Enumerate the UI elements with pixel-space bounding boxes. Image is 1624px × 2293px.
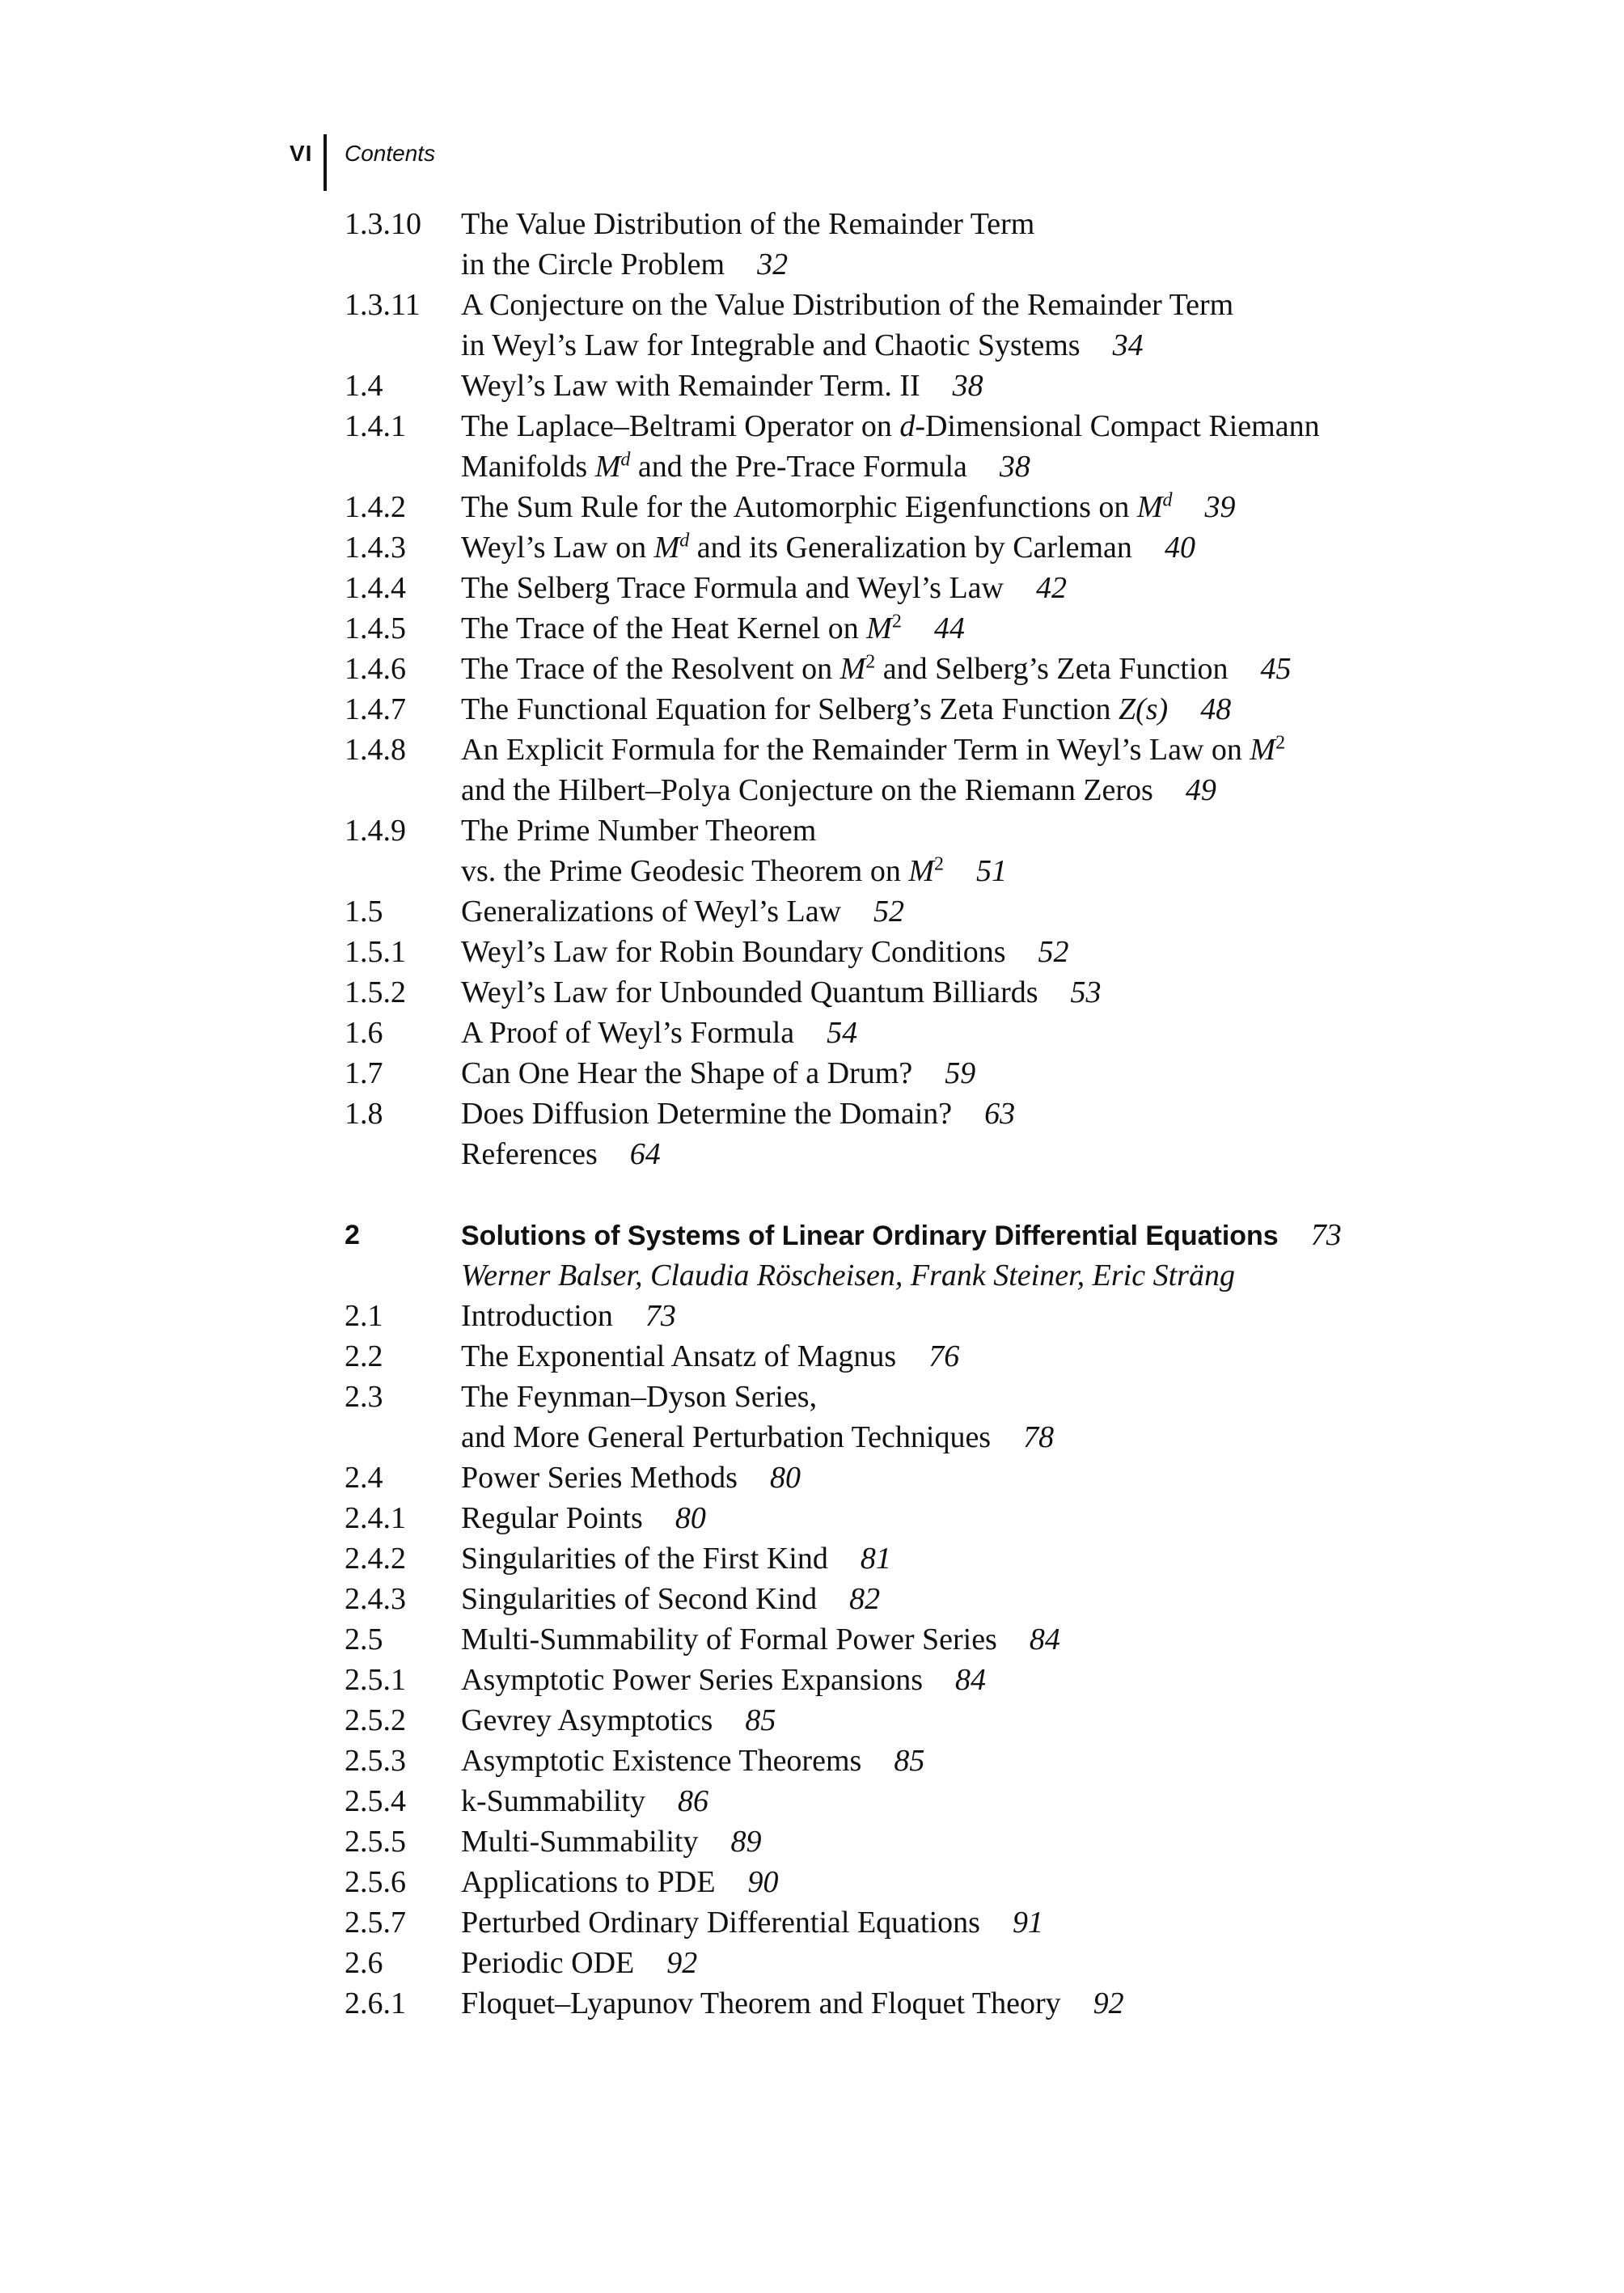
entry-page: 85: [745, 1703, 776, 1737]
chapter-entry[interactable]: [345, 1215, 1396, 1255]
entry-number: 1.4: [345, 369, 383, 403]
toc-entry[interactable]: [345, 285, 1396, 325]
entry-title: The Laplace–Beltrami Operator on d-Dimensional Compact Riemann: [461, 409, 1320, 443]
entry-number: 1.3.10: [345, 207, 421, 241]
entry-title: and the Hilbert–Polya Conjecture on the Riemann Zeros 49: [461, 773, 1216, 807]
entry-title: Asymptotic Existence Theorems 85: [461, 1744, 925, 1778]
entry-page: 64: [629, 1137, 661, 1171]
toc-entry[interactable]: [345, 1498, 1396, 1538]
table-of-contents: [345, 204, 1396, 2024]
entry-number: 2.5.4: [345, 1784, 406, 1818]
entry-title: Weyl’s Law on $M^d$ and its Generalization by Carleman 40: [461, 530, 1195, 565]
entry-title: k-Summability 86: [461, 1784, 708, 1818]
entry-title: References 64: [461, 1137, 661, 1171]
zeta-expression: Z(s): [1118, 692, 1169, 726]
entry-number: 1.5.2: [345, 975, 406, 1009]
entry-title: The Sum Rule for the Automorphic Eigenfunctions on $M^d$ 39: [461, 489, 1236, 524]
entry-page: 80: [769, 1461, 801, 1495]
entry-title: Generalizations of Weyl’s Law 52: [461, 895, 905, 929]
entry-page: 92: [1093, 1986, 1124, 2020]
entry-title: and More General Perturbation Techniques 78: [461, 1420, 1055, 1454]
toc-entry[interactable]: [345, 810, 1396, 851]
entry-title: Gevrey Asymptotics 85: [461, 1703, 776, 1737]
entry-page: 90: [747, 1865, 779, 1899]
header-rule: [324, 134, 327, 191]
entry-title: Singularities of Second Kind 82: [461, 1582, 881, 1616]
entry-title: Power Series Methods 80: [461, 1461, 801, 1495]
toc-entry[interactable]: [345, 972, 1396, 1013]
entry-page: 54: [827, 1016, 858, 1050]
manifold-symbol: M: [866, 611, 892, 645]
toc-entry[interactable]: [345, 1013, 1396, 1053]
entry-page: 51: [976, 854, 1007, 888]
entry-number: 1.3.11: [345, 288, 421, 322]
entry-page: 48: [1200, 692, 1232, 726]
entry-page: 85: [894, 1744, 925, 1778]
toc-entry[interactable]: [345, 1538, 1396, 1579]
toc-entry[interactable]: [345, 527, 1396, 568]
entry-page: 42: [1035, 571, 1067, 605]
toc-entry[interactable]: [345, 1457, 1396, 1498]
toc-entry-continuation[interactable]: [345, 244, 1396, 285]
toc-entry[interactable]: [345, 1781, 1396, 1821]
entry-number: 2.4: [345, 1461, 383, 1495]
toc-entry[interactable]: [345, 649, 1396, 689]
toc-entry[interactable]: [345, 406, 1396, 446]
entry-page: 32: [757, 247, 789, 281]
entry-title: Perturbed Ordinary Differential Equations 91: [461, 1906, 1043, 1940]
entry-title: vs. the Prime Geodesic Theorem on $M^2$ 51: [461, 853, 1007, 888]
entry-number: 1.6: [345, 1016, 383, 1050]
toc-entry[interactable]: [345, 1377, 1396, 1417]
entry-title: Floquet–Lyapunov Theorem and Floquet Theory 92: [461, 1986, 1124, 2020]
toc-entry[interactable]: [345, 1296, 1396, 1336]
entry-title: A Conjecture on the Value Distribution of the Remainder Term: [461, 288, 1234, 322]
entry-page: 80: [675, 1501, 706, 1535]
entry-number: 2.5.7: [345, 1906, 406, 1940]
manifold-symbol: M: [839, 652, 866, 686]
entry-page: 34: [1112, 328, 1144, 362]
entry-title: Periodic ODE 92: [461, 1946, 698, 1980]
entry-page: 73: [645, 1299, 676, 1333]
toc-entry[interactable]: [345, 1741, 1396, 1781]
toc-entry[interactable]: [345, 932, 1396, 972]
entry-title: An Explicit Formula for the Remainder Term in Weyl’s Law on $M^2$: [461, 732, 1286, 767]
toc-entry[interactable]: [345, 1134, 1396, 1174]
entry-title: The Trace of the Heat Kernel on $M^2$ 44: [461, 611, 965, 645]
entry-title: The Value Distribution of the Remainder Term: [461, 207, 1035, 241]
chapter-number: 2: [345, 1220, 360, 1250]
entry-page: 78: [1023, 1420, 1055, 1454]
entry-page: 52: [1038, 935, 1069, 969]
entry-title: The Functional Equation for Selberg’s Zeta Function Z(s) 48: [461, 692, 1232, 726]
entry-number: 1.4.4: [345, 571, 406, 605]
manifold-symbol: M: [1136, 490, 1163, 524]
entry-number: 2.3: [345, 1380, 383, 1414]
entry-number: 1.7: [345, 1056, 383, 1090]
entry-number: 1.4.3: [345, 531, 406, 565]
entry-number: 2.5: [345, 1622, 383, 1656]
toc-entry[interactable]: [345, 689, 1396, 730]
entry-page: 63: [984, 1097, 1016, 1131]
entry-title: The Exponential Ansatz of Magnus 76: [461, 1339, 960, 1373]
entry-number: 1.4.8: [345, 733, 406, 767]
entry-title: A Proof of Weyl’s Formula 54: [461, 1016, 858, 1050]
entry-number: 2.6.1: [345, 1986, 406, 2020]
entry-page: 44: [933, 611, 965, 645]
entry-page: 84: [955, 1663, 987, 1697]
entry-title: Manifolds $M^d$ and the Pre-Trace Formula 38: [461, 449, 1030, 484]
chapter-authors: [345, 1255, 1396, 1296]
entry-title: Can One Hear the Shape of a Drum? 59: [461, 1056, 976, 1090]
manifold-symbol: M: [594, 450, 621, 484]
toc-entry[interactable]: [345, 1983, 1396, 2024]
entry-number: 2.5.1: [345, 1663, 406, 1697]
entry-number: 1.8: [345, 1097, 383, 1131]
toc-entry[interactable]: [345, 608, 1396, 649]
toc-entry[interactable]: [345, 1943, 1396, 1983]
entry-number: 2.4.2: [345, 1542, 406, 1576]
entry-number: 2.5.5: [345, 1825, 406, 1859]
toc-entry[interactable]: [345, 1821, 1396, 1862]
entry-number: 1.4.5: [345, 611, 406, 645]
entry-page: 91: [1012, 1906, 1043, 1940]
entry-page: 45: [1260, 652, 1292, 686]
toc-entry[interactable]: [345, 366, 1396, 406]
entry-title: Weyl’s Law with Remainder Term. II 38: [461, 369, 983, 403]
toc-entry[interactable]: [345, 568, 1396, 608]
toc-entry-continuation[interactable]: [345, 770, 1396, 810]
toc-entry-continuation[interactable]: [345, 851, 1396, 891]
entry-page: 38: [999, 450, 1030, 484]
manifold-symbol: M: [908, 854, 934, 888]
entry-page: 81: [860, 1542, 891, 1576]
toc-entry[interactable]: [345, 1579, 1396, 1619]
entry-page: 52: [873, 895, 905, 929]
entry-title: Does Diffusion Determine the Domain? 63: [461, 1097, 1016, 1131]
entry-page: 38: [952, 369, 983, 403]
section-gap: [345, 1174, 1396, 1215]
entry-title: The Feynman–Dyson Series,: [461, 1380, 818, 1414]
entry-number: 1.5.1: [345, 935, 406, 969]
entry-page: 86: [678, 1784, 708, 1818]
entry-title: The Trace of the Resolvent on $M^2$ and Selberg’s Zeta Function 45: [461, 651, 1292, 686]
toc-entry[interactable]: [345, 1700, 1396, 1741]
toc-entry[interactable]: [345, 1619, 1396, 1660]
entry-number: 2.5.3: [345, 1744, 406, 1778]
authors-line: Werner Balser, Claudia Röscheisen, Frank Steiner, Eric Sträng: [461, 1259, 1235, 1292]
entry-title: The Selberg Trace Formula and Weyl’s Law 42: [461, 571, 1067, 605]
entry-number: 1.4.7: [345, 692, 406, 726]
entry-number: 1.4.2: [345, 490, 406, 524]
entry-number: 2.5.6: [345, 1865, 406, 1899]
entry-title: Applications to PDE 90: [461, 1865, 779, 1899]
entry-page: 84: [1029, 1622, 1060, 1656]
toc-entry[interactable]: [345, 487, 1396, 527]
entry-title: Introduction 73: [461, 1299, 676, 1333]
toc-entry[interactable]: [345, 730, 1396, 770]
entry-page: 49: [1185, 773, 1216, 807]
toc-entry-continuation[interactable]: [345, 1417, 1396, 1457]
entry-title: Weyl’s Law for Unbounded Quantum Billiards 53: [461, 975, 1102, 1009]
toc-entry[interactable]: [345, 1862, 1396, 1902]
entry-title: The Prime Number Theorem: [461, 814, 817, 848]
toc-entry[interactable]: [345, 204, 1396, 244]
entry-title: Multi-Summability of Formal Power Series 84: [461, 1622, 1060, 1656]
entry-page: 53: [1070, 975, 1102, 1009]
entry-number: 1.5: [345, 895, 383, 929]
toc-entry[interactable]: [345, 1902, 1396, 1943]
entry-number: 1.4.6: [345, 652, 406, 686]
toc-entry[interactable]: [345, 891, 1396, 932]
entry-title: Asymptotic Power Series Expansions 84: [461, 1663, 987, 1697]
chapter-title: Solutions of Systems of Linear Ordinary Differential Equations 73: [461, 1218, 1342, 1252]
entry-number: 2.4.1: [345, 1501, 406, 1535]
entry-page: 73: [1310, 1218, 1342, 1252]
toc-entry[interactable]: [345, 1336, 1396, 1377]
toc-entry[interactable]: [345, 1094, 1396, 1134]
header-title: Contents: [345, 141, 436, 166]
entry-title: Weyl’s Law for Robin Boundary Conditions 52: [461, 935, 1069, 969]
entry-number: 2.2: [345, 1339, 383, 1373]
manifold-symbol: M: [1250, 733, 1276, 767]
entry-page: 89: [730, 1825, 762, 1859]
entry-number: 1.4.9: [345, 814, 406, 848]
manifold-symbol: M: [653, 531, 680, 565]
toc-entry[interactable]: [345, 1660, 1396, 1700]
page-number: VI: [290, 141, 313, 166]
entry-number: 2.5.2: [345, 1703, 406, 1737]
entry-page: 92: [666, 1946, 698, 1980]
toc-entry-continuation[interactable]: [345, 325, 1396, 366]
entry-number: 2.1: [345, 1299, 383, 1333]
toc-entry-continuation[interactable]: [345, 446, 1396, 487]
entry-page: 76: [928, 1339, 960, 1373]
entry-title: in the Circle Problem 32: [461, 247, 789, 281]
entry-page: 59: [945, 1056, 976, 1090]
entry-title: Multi-Summability 89: [461, 1825, 762, 1859]
entry-title: Regular Points 80: [461, 1501, 706, 1535]
entry-page: 40: [1164, 531, 1195, 565]
entry-number: 1.4.1: [345, 409, 406, 443]
entry-number: 2.6: [345, 1946, 383, 1980]
entry-page: 82: [849, 1582, 881, 1616]
entry-title: Singularities of the First Kind 81: [461, 1542, 891, 1576]
entry-title: in Weyl’s Law for Integrable and Chaotic Systems 34: [461, 328, 1144, 362]
entry-page: 39: [1204, 490, 1236, 524]
toc-entry[interactable]: [345, 1053, 1396, 1094]
entry-number: 2.4.3: [345, 1582, 406, 1616]
